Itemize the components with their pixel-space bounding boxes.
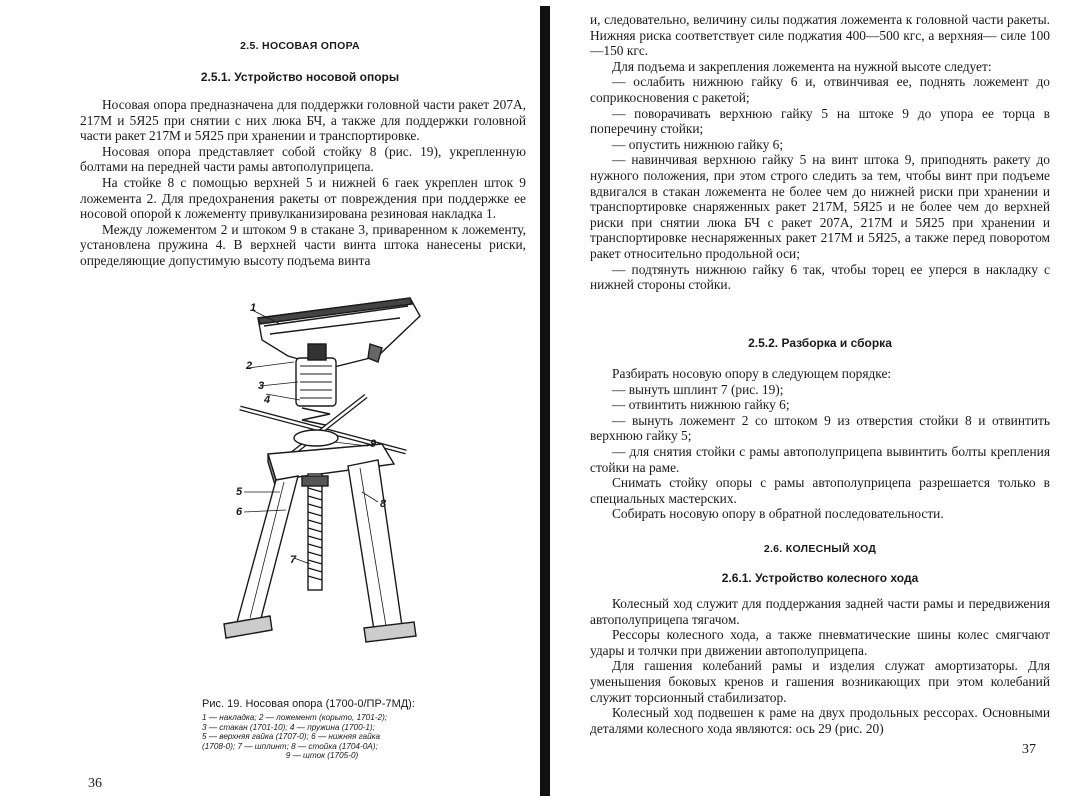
figure-label-4: 4 <box>264 394 271 406</box>
list-item: — поворачивать верхнюю гайку 5 на штоке 9 до упора ее торца в поперечину стойки; <box>590 105 1050 137</box>
subsection-title: 2.6.1. Устройство колесного хода <box>721 571 919 585</box>
subsection-title: 2.5.2. Разборка и сборка <box>748 336 892 350</box>
list-item: — вынуть шплинт 7 (рис. 19); <box>612 381 784 397</box>
paragraph: Для подъема и закрепления ложемента на нужной высоте следует: <box>612 58 992 74</box>
paragraph: и, следовательно, величину силы поджатия ложемента к головной части ракеты. Нижняя риска соответствует силе поджатия 400—500 кгс, а верхняя— силе 100—150 кгс. <box>590 12 1050 59</box>
list-item: — опустить нижнюю гайку 6; <box>612 136 784 152</box>
subsection-title: 2.5.1. Устройство носовой опоры <box>200 70 400 84</box>
legend-line: 5 — верхняя гайка (1707-0); 6 — нижняя гайка <box>202 732 381 742</box>
paragraph: Для гашения колебаний рамы и изделия служат амортизаторы. Для уменьшения боковых кренов и гашения возникающих при этом колебаний служит торсионный стабилизатор. <box>590 658 1050 705</box>
figure-label-7: 7 <box>290 554 297 566</box>
paragraph: Между ложементом 2 и штоком 9 в стакане 3, приваренном к ложементу, установлена пружина 4. В верхней части винта штока нанесены риски, определяющие допустимую высоту подъема винта <box>80 221 526 268</box>
legend-line: 1 — накладка; 2 — ложемент (корыто, 1701-2); <box>202 713 388 722</box>
body-text-252 <box>590 366 1050 522</box>
section-title: 2.5. НОСОВАЯ ОПОРА <box>240 40 360 52</box>
figure-caption: Рис. 19. Носовая опора (1700-0/ПР-7МД): <box>202 698 415 710</box>
figure-label-3: 3 <box>258 380 265 392</box>
body-text-top <box>590 12 1050 293</box>
paragraph: Колесный ход подвешен к раме на двух продольных рессорах. Основными деталями колесного хода являются: ось 29 (рис. 20) <box>590 705 1050 736</box>
list-item: — подтянуть нижнюю гайку 6 так, чтобы торец ее уперся в накладку с нижней стороны стойки. <box>590 261 1050 293</box>
body-text <box>80 97 526 269</box>
paragraph: Снимать стойку опоры с рамы автополуприцепа разрешается только в специальных мастерских. <box>590 475 1050 506</box>
paragraph: Разбирать носовую опору в следующем порядке: <box>612 366 892 381</box>
page-number: 37 <box>1022 742 1036 757</box>
nose-support-figure <box>210 296 440 694</box>
book-spine <box>540 6 550 796</box>
list-item: — отвинтить нижнюю гайку 6; <box>612 397 790 413</box>
figure-label-8: 8 <box>380 498 387 510</box>
paragraph: Собирать носовую опору в обратной последовательности. <box>612 506 944 522</box>
section-title: 2.6. КОЛЕСНЫЙ ХОД <box>763 543 877 555</box>
paragraph: Носовая опора представляет собой стойку 8 (рис. 19), укрепленную болтами на передней части рамы автополуприцепа. <box>80 143 526 175</box>
paragraph: Колесный ход служит для поддержания задней части рамы и передвижения автополуприцепа тягачом. <box>590 596 1050 627</box>
legend-line: (1708-0); 7 — шплинт; 8 — стойка (1704-0А); <box>202 741 378 751</box>
stand-right-leg <box>348 460 402 630</box>
paragraph: Рессоры колесного хода, а также пневматические шины колес смягчают удары и толчки при движении автополуприцепа. <box>590 627 1050 658</box>
figure-label-2: 2 <box>246 360 253 372</box>
figure-label-9: 9 <box>370 438 377 450</box>
figure-label-1: 1 <box>250 302 257 314</box>
upper-nut-shape <box>294 430 338 446</box>
list-item: — навинчивая верхнюю гайку 5 на винт штока 9, приподнять ракету до нужного положения, при этом строго следить за тем, чтобы винт при подъеме вдвигался в стакан ложемента не более чем до нижней риски при хранении и транспортировке снаряженных ракет 217М, 5Я25 и не более чем до верхней риски при снятии люка БЧ с ракет 207А, 217М и 5Я25 при хранении и транспортировке неснаряженных ракет 217М и 5Я25, а также перед поворотом ракет относительно продольной оси; <box>590 152 1050 261</box>
paragraph: На стойке 8 с помощью верхней 5 и нижней 6 гаек укреплен шток 9 ложемента 2. Для предохранения ракеты от повреждения при поддержке ее носовой опорой к ложементу привулканизирована резиновая накладка 1. <box>80 174 526 222</box>
body-text-261 <box>590 596 1050 736</box>
figure-label-5: 5 <box>236 486 243 498</box>
legend-line: 9 — шток (1705-0) <box>285 751 359 761</box>
list-item: — для снятия стойки с рамы автополуприцепа вывинтить болты крепления стойки на раме. <box>590 443 1050 475</box>
page-number: 36 <box>88 776 102 791</box>
list-item: — ослабить нижнюю гайку 6 и, отвинчивая ее, поднять ложемент до соприкосновения с ракетой; <box>590 74 1050 105</box>
figure-label-6: 6 <box>236 506 243 518</box>
right-page <box>552 0 1068 802</box>
paragraph: Носовая опора предназначена для поддержки головной части ракет 207А, 217М и 5Я25 при снятии с них люка БЧ, а также для поддержки головной части ракет 217М и 5Я25 при хранении и транспортировке. <box>80 97 526 144</box>
legend-line: 3 — стакан (1701-10); 4 — пружина (1700-1); <box>202 722 375 732</box>
figure-legend <box>202 713 442 761</box>
list-item: — вынуть ложемент 2 со штоком 9 из отверстия стойки 8 и отвинтить верхнюю гайку 5; <box>590 412 1050 444</box>
